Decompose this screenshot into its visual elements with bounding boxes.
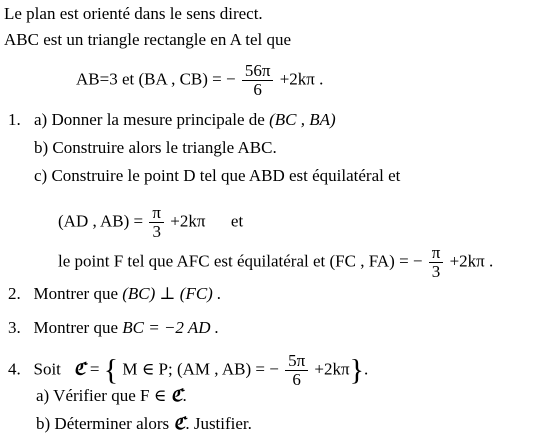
q4-line: 4. Soit ℭ = { M ∈ P; (AM , AB) = − $\frac{5\pi}{6}$ +2kπ}. (8, 351, 369, 389)
q1-number: 1. (8, 110, 21, 129)
intro-line-3: AB=3 et (BA , CB) = − $\frac{56\pi}{6}$ +2kπ . (76, 61, 324, 99)
set-symbol: ℭ (73, 359, 86, 380)
q2-line: 2. Montrer que (BC) ⊥ (FC) . (8, 284, 222, 303)
fraction-5pi-6: $\frac{5\pi}{6}$ (285, 352, 308, 389)
angle-bc-ba: (BC , BA) (269, 110, 336, 129)
intro-line-2: ABC est un triangle rectangle en A tel que (4, 30, 292, 49)
q4a-line: a) Vérifier que F ∈ ℭ. (36, 386, 187, 406)
q1a-line: a) Donner la mesure principale de (BC , BA) (34, 110, 336, 129)
q4b-line: b) Déterminer alors ℭ. Justifier. (36, 414, 252, 434)
q1b-line: b) Construire alors le triangle ABC. (34, 138, 277, 157)
fraction-56pi-6: $\frac{56\pi}{6}$ (242, 62, 274, 99)
q1c-angle-line: (AD , AB) = $\frac{\pi}{3}$ +2kπ et (58, 203, 244, 241)
fraction-pi-3: $\frac{\pi}{3}$ (149, 204, 164, 241)
q3-line: 3. Montrer que BC = −2 AD . (8, 318, 220, 337)
q1c-f-line: le point F tel que AFC est équilatéral et (FC , FA) = − $\frac{\pi}{3}$ +2kπ . (58, 243, 494, 281)
angle-fc-fa: (FC , FA) = − (329, 251, 423, 271)
intro-line-1: Le plan est orienté dans le sens direct. (4, 4, 263, 23)
fraction-pi-3-neg: $\frac{\pi}{3}$ (429, 244, 444, 281)
angle-ad-ab: (AD , AB) = (58, 211, 144, 231)
angle-ba-cb: (BA , CB) (138, 69, 208, 89)
q1c-line: c) Construire le point D tel que ABD est équilatéral et (34, 166, 401, 185)
